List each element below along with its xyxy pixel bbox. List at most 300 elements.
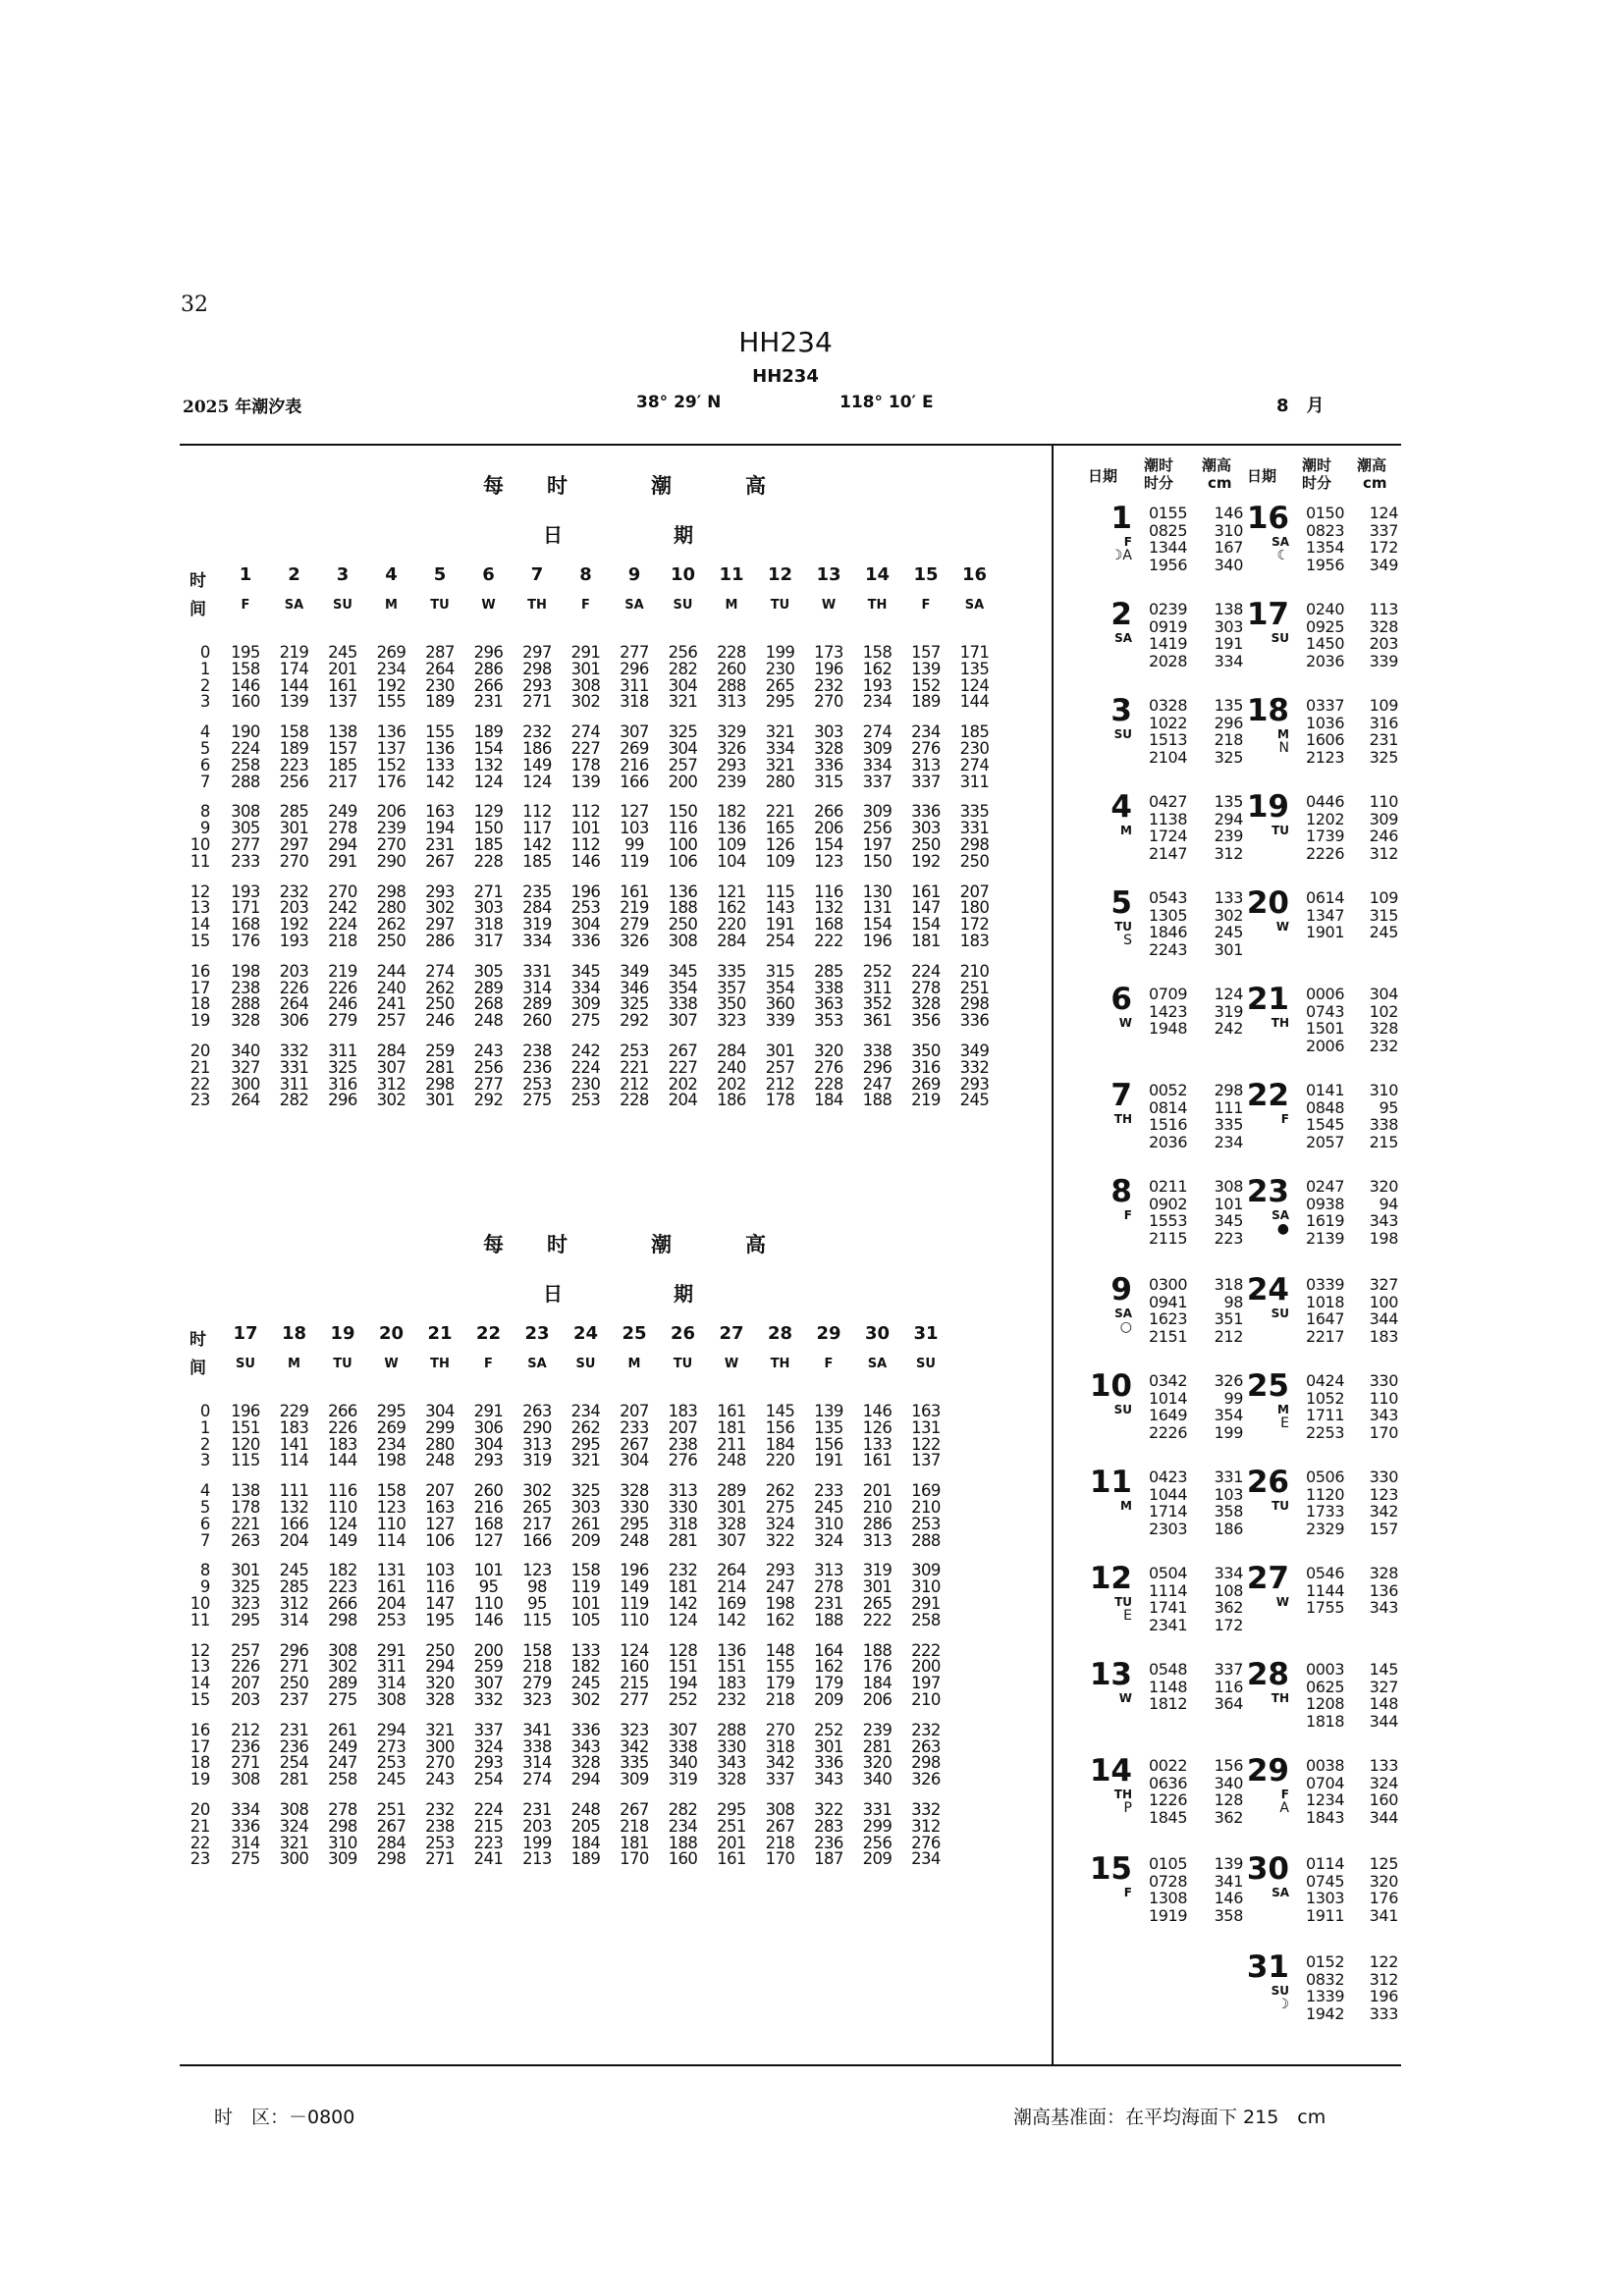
tide-event-height: 296 (1214, 713, 1243, 732)
hourly-height-cell: 226 (231, 1657, 260, 1677)
tide-event-height: 239 (1214, 827, 1243, 845)
tide-event-time: 1354 (1306, 538, 1345, 557)
hourly-height-cell: 123 (814, 851, 843, 871)
hourly-height-cell: 336 (959, 1011, 990, 1031)
tide-event-height: 362 (1214, 1807, 1243, 1827)
hourly-height-cell: 116 (425, 1577, 455, 1597)
hourly-height-cell: 293 (959, 1074, 990, 1094)
hourly-height-cell: 287 (425, 643, 455, 662)
tide-event-height: 176 (1369, 1889, 1398, 1907)
hourly-height-cell: 135 (814, 1417, 843, 1437)
hourly-height-cell: 136 (717, 1640, 746, 1660)
hourly-height-cell: 269 (376, 643, 406, 662)
tide-event-height: 191 (1214, 634, 1243, 653)
tide-event-height: 203 (1369, 634, 1398, 653)
hourly-height-cell: 137 (911, 1451, 941, 1470)
hourly-height-cell: 137 (376, 739, 406, 758)
hourly-height-cell: 257 (231, 1640, 260, 1660)
hourly-height-cell: 156 (814, 1434, 843, 1454)
moon-phase-marker: E (1123, 1608, 1132, 1624)
tide-event-height: 349 (1369, 555, 1398, 574)
hourly-height-cell: 269 (911, 1074, 941, 1094)
hourly-height-cell: 95 (527, 1594, 547, 1613)
hourly-heading-char: 时 (547, 1232, 568, 1256)
hourly-height-cell: 324 (473, 1736, 504, 1756)
hourly-height-cell: 221 (620, 1057, 649, 1077)
weekday-column-header: SU (236, 1357, 255, 1371)
hourly-height-cell: 132 (814, 898, 843, 918)
hourly-height-cell: 275 (231, 1849, 260, 1869)
tide-event-height: 328 (1369, 1019, 1398, 1038)
tide-event-height: 345 (1214, 1211, 1243, 1230)
hourly-height-cell: 308 (231, 802, 260, 822)
day-column-header: 25 (622, 1323, 647, 1344)
tide-event-height: 101 (1214, 1194, 1243, 1213)
hourly-height-cell: 239 (862, 1720, 893, 1739)
hourly-height-cell: 294 (376, 1720, 406, 1739)
tide-event-time: 1144 (1306, 1580, 1345, 1600)
hourly-height-cell: 230 (765, 659, 795, 678)
hourly-height-cell: 115 (231, 1451, 260, 1470)
hourly-height-cell: 291 (911, 1594, 941, 1613)
hour-label: 5 (199, 1498, 210, 1517)
hourly-height-cell: 264 (425, 659, 455, 678)
footer-datum: 潮高基准面：在平均海面下 215 cm (1013, 2107, 1326, 2128)
hourly-height-cell: 295 (620, 1514, 649, 1533)
hourly-height-cell: 256 (862, 1833, 893, 1852)
weekday-column-header: M (288, 1357, 300, 1371)
hourly-height-cell: 223 (473, 1833, 504, 1852)
hourly-height-cell: 307 (668, 1720, 698, 1739)
hourly-height-cell: 270 (765, 1720, 795, 1739)
tide-event-height: 146 (1214, 1889, 1243, 1907)
hourly-height-cell: 338 (668, 994, 698, 1014)
tide-event-height: 364 (1214, 1694, 1243, 1713)
hourly-height-cell: 283 (814, 1816, 843, 1836)
hourly-height-cell: 320 (862, 1753, 893, 1773)
hourly-height-cell: 114 (376, 1530, 406, 1550)
hourly-height-cell: 258 (231, 755, 260, 774)
hourly-height-cell: 307 (620, 722, 649, 742)
hourly-height-cell: 332 (911, 1800, 941, 1819)
hourly-height-cell: 350 (717, 994, 746, 1014)
moon-phase-marker: P (1123, 1800, 1132, 1816)
tide-event-height: 310 (1369, 1081, 1398, 1099)
hourly-height-cell: 124 (959, 675, 990, 695)
hourly-height-cell: 139 (911, 659, 941, 678)
tide-event-height: 242 (1214, 1019, 1243, 1038)
hourly-height-cell: 143 (765, 898, 795, 918)
height-header: cm (1363, 474, 1387, 492)
tide-event-height: 342 (1369, 1502, 1398, 1521)
hourly-height-cell: 182 (328, 1561, 357, 1580)
hourly-height-cell: 260 (717, 659, 746, 678)
hourly-height-cell: 294 (570, 1770, 601, 1789)
hourly-height-cell: 245 (959, 1091, 990, 1110)
hour-label: 13 (189, 898, 210, 918)
hourly-height-cell: 313 (911, 755, 941, 774)
hourly-height-cell: 215 (620, 1674, 649, 1693)
hour-label: 8 (199, 802, 210, 822)
tide-event-time: 0919 (1149, 616, 1188, 636)
tide-date-weekday: SU (1271, 1307, 1289, 1320)
hourly-height-cell: 256 (473, 1057, 504, 1077)
hour-label: 18 (189, 994, 210, 1014)
hourly-height-cell: 297 (425, 915, 455, 934)
hourly-height-cell: 233 (620, 1417, 649, 1437)
hourly-height-cell: 178 (765, 1091, 795, 1110)
hourly-height-cell: 172 (959, 915, 990, 934)
hourly-height-cell: 271 (231, 1753, 260, 1773)
hourly-height-cell: 116 (328, 1481, 357, 1501)
tide-date-weekday: W (1118, 1691, 1132, 1705)
hourly-height-cell: 273 (376, 1736, 406, 1756)
hourly-height-cell: 224 (570, 1057, 601, 1077)
hour-label: 6 (199, 755, 210, 774)
moon-phase-marker: ☽A (1110, 548, 1132, 563)
hourly-height-cell: 207 (425, 1481, 455, 1501)
hourly-height-cell: 191 (814, 1451, 843, 1470)
hourly-height-cell: 307 (473, 1674, 504, 1693)
hourly-height-cell: 298 (376, 881, 406, 901)
hourly-height-cell: 248 (570, 1800, 601, 1819)
hourly-height-cell: 131 (376, 1561, 406, 1580)
tide-event-time: 1423 (1149, 1001, 1188, 1021)
hourly-height-cell: 218 (765, 1690, 795, 1709)
hourly-height-cell: 258 (328, 1770, 357, 1789)
hourly-height-cell: 139 (279, 692, 309, 712)
day-column-header: 10 (670, 564, 696, 585)
hourly-height-cell: 197 (911, 1674, 941, 1693)
hourly-height-cell: 322 (765, 1530, 795, 1550)
tide-date-day: 1 (1110, 501, 1132, 536)
hourly-height-cell: 173 (814, 643, 843, 662)
tide-event-height: 95 (1379, 1097, 1398, 1117)
hourly-height-cell: 293 (425, 881, 455, 901)
hourly-height-cell: 298 (328, 1816, 357, 1836)
hourly-height-cell: 325 (328, 1057, 357, 1077)
weekday-column-header: W (384, 1357, 399, 1371)
hourly-height-cell: 262 (425, 978, 455, 997)
hourly-height-cell: 276 (911, 1833, 941, 1852)
hourly-height-cell: 308 (279, 1800, 309, 1819)
hourly-height-cell: 254 (473, 1770, 504, 1789)
hourly-height-cell: 314 (522, 978, 552, 997)
hourly-height-cell: 304 (473, 1434, 504, 1454)
tide-event-height: 309 (1369, 809, 1398, 828)
hour-label: 23 (189, 1091, 210, 1110)
hourly-height-cell: 223 (279, 755, 309, 774)
hourly-height-cell: 318 (473, 915, 504, 934)
hourly-height-cell: 245 (376, 1770, 406, 1789)
weekday-column-header: TH (867, 598, 888, 613)
hourly-height-cell: 321 (765, 755, 795, 774)
tide-event-height: 330 (1369, 1468, 1398, 1486)
hourly-height-cell: 109 (765, 851, 795, 871)
weekday-column-header: TU (333, 1357, 352, 1371)
hourly-height-cell: 338 (522, 1736, 552, 1756)
hourly-height-cell: 207 (959, 881, 990, 901)
hourly-height-cell: 290 (522, 1417, 552, 1437)
tide-event-time: 0548 (1149, 1660, 1188, 1679)
tide-event-time: 2243 (1149, 939, 1188, 959)
hourly-height-cell: 228 (814, 1074, 843, 1094)
tide-event-height: 223 (1214, 1228, 1243, 1248)
tide-event-height: 99 (1223, 1388, 1243, 1408)
hourly-height-cell: 282 (279, 1091, 309, 1110)
hourly-height-cell: 247 (765, 1577, 795, 1597)
hourly-height-cell: 320 (425, 1674, 455, 1693)
tide-date-weekday: TH (1113, 1112, 1132, 1126)
tide-event-height: 232 (1369, 1036, 1398, 1055)
hourly-heading-char: 潮 (651, 473, 672, 498)
hour-label: 15 (189, 932, 210, 950)
tide-event-time: 1619 (1306, 1211, 1345, 1230)
hourly-height-cell: 121 (717, 881, 746, 901)
hourly-height-cell: 226 (328, 1417, 357, 1437)
hourly-height-cell: 124 (522, 772, 552, 791)
hourly-height-cell: 164 (814, 1640, 843, 1660)
hourly-height-cell: 232 (522, 722, 552, 742)
hourly-height-cell: 271 (473, 881, 504, 901)
hourly-height-cell: 309 (328, 1849, 357, 1869)
hourly-height-cell: 320 (814, 1041, 843, 1060)
tide-event-height: 218 (1214, 730, 1243, 749)
hourly-height-cell: 295 (570, 1434, 601, 1454)
tide-event-time: 0506 (1306, 1468, 1345, 1486)
hour-label: 14 (189, 1674, 210, 1693)
hourly-height-cell: 176 (231, 932, 260, 950)
hourly-height-cell: 166 (279, 1514, 309, 1533)
hourly-height-cell: 198 (231, 961, 260, 981)
hourly-height-cell: 328 (911, 994, 941, 1014)
hourly-height-cell: 161 (911, 881, 941, 901)
day-column-header: 27 (719, 1323, 744, 1344)
hourly-height-cell: 331 (279, 1057, 309, 1077)
hourly-height-cell: 331 (959, 819, 990, 838)
hourly-height-cell: 157 (911, 643, 941, 662)
tide-event-time: 1755 (1306, 1598, 1345, 1617)
day-column-header: 19 (330, 1323, 355, 1344)
hourly-height-cell: 288 (717, 1720, 746, 1739)
hourly-height-cell: 330 (620, 1498, 649, 1517)
hourly-height-cell: 183 (717, 1674, 746, 1693)
hourly-height-cell: 274 (959, 755, 990, 774)
hourly-height-cell: 352 (862, 994, 893, 1014)
tide-date-weekday: W (1275, 1595, 1289, 1609)
hourly-height-cell: 276 (668, 1451, 698, 1470)
hourly-height-cell: 249 (328, 1736, 357, 1756)
tide-event-height: 113 (1369, 600, 1398, 618)
hour-label: 间 (189, 600, 206, 619)
tide-event-time: 1606 (1306, 730, 1345, 749)
hourly-height-cell: 336 (911, 802, 941, 822)
hourly-height-cell: 278 (328, 1800, 357, 1819)
tide-event-time: 1114 (1149, 1580, 1188, 1600)
hourly-height-cell: 137 (328, 692, 357, 712)
hourly-height-cell: 312 (279, 1594, 309, 1613)
tide-event-time: 1014 (1149, 1388, 1188, 1408)
tide-event-time: 1148 (1149, 1677, 1188, 1696)
tide-event-time: 2123 (1306, 747, 1345, 767)
hourly-height-cell: 183 (668, 1402, 698, 1420)
tide-date-day: 30 (1246, 1851, 1289, 1887)
hourly-height-cell: 181 (717, 1417, 746, 1437)
hourly-height-cell: 130 (862, 881, 893, 901)
hourly-height-cell: 110 (328, 1498, 357, 1517)
hourly-height-cell: 321 (425, 1720, 455, 1739)
hourly-height-cell: 263 (911, 1736, 941, 1756)
hourly-height-cell: 349 (959, 1041, 990, 1060)
tide-event-time: 1919 (1149, 1905, 1188, 1925)
weekday-column-header: SU (575, 1357, 596, 1371)
tide-event-time: 0239 (1149, 600, 1188, 618)
hourly-height-cell: 127 (620, 802, 649, 822)
hourly-height-cell: 342 (620, 1736, 649, 1756)
hourly-height-cell: 114 (279, 1451, 309, 1470)
day-column-header: 29 (816, 1323, 841, 1344)
tide-event-height: 196 (1369, 1987, 1398, 2005)
date-heading-char: 日 (543, 523, 563, 547)
hourly-height-cell: 257 (376, 1011, 406, 1031)
tide-event-height: 102 (1369, 1001, 1398, 1021)
hourly-height-cell: 144 (328, 1451, 357, 1470)
tide-event-height: 103 (1214, 1484, 1243, 1504)
tide-event-time: 2057 (1306, 1132, 1345, 1151)
hourly-height-cell: 133 (570, 1640, 601, 1660)
day-column-header: 5 (433, 564, 447, 585)
hourly-height-cell: 301 (425, 1091, 455, 1110)
tide-event-height: 186 (1214, 1519, 1243, 1538)
tide-event-time: 2104 (1149, 747, 1188, 767)
station-title: HH234 (738, 326, 833, 358)
hourly-height-cell: 311 (620, 675, 649, 695)
tide-event-time: 1120 (1306, 1484, 1345, 1504)
hourly-height-cell: 322 (814, 1800, 843, 1819)
hourly-height-cell: 309 (862, 739, 893, 758)
tide-event-height: 172 (1369, 538, 1398, 557)
hourly-height-cell: 117 (522, 819, 552, 838)
tide-event-time: 0743 (1306, 1001, 1345, 1021)
hourly-height-cell: 335 (959, 802, 990, 822)
tide-event-height: 312 (1369, 1969, 1398, 1989)
tide-date-weekday: SA (1114, 631, 1132, 645)
hourly-height-cell: 286 (425, 932, 455, 950)
tide-event-height: 325 (1369, 747, 1398, 767)
tide-event-time: 1226 (1149, 1790, 1188, 1809)
hourly-height-cell: 296 (279, 1640, 309, 1660)
hourly-height-cell: 122 (911, 1434, 941, 1454)
tide-event-height: 362 (1214, 1598, 1243, 1617)
moon-phase-marker: S (1123, 933, 1132, 948)
hourly-height-cell: 279 (522, 1674, 552, 1693)
hourly-height-cell: 301 (279, 819, 309, 838)
tide-event-height: 354 (1214, 1406, 1243, 1424)
tide-event-time: 0427 (1149, 792, 1188, 811)
hourly-height-cell: 168 (231, 915, 260, 934)
hourly-height-cell: 268 (473, 994, 504, 1014)
hourly-height-cell: 161 (717, 1402, 746, 1420)
hourly-height-cell: 136 (376, 722, 406, 742)
hourly-height-cell: 151 (717, 1657, 746, 1677)
hourly-height-cell: 270 (376, 835, 406, 854)
tide-event-time: 1022 (1149, 713, 1188, 732)
hourly-height-cell: 269 (376, 1417, 406, 1437)
hourly-height-cell: 189 (570, 1849, 601, 1869)
hourly-height-cell: 274 (425, 961, 455, 981)
weekday-column-header: F (484, 1357, 493, 1371)
hourly-height-cell: 119 (570, 1577, 601, 1597)
hourly-height-cell: 253 (570, 898, 601, 918)
tide-event-height: 326 (1214, 1371, 1243, 1390)
tide-event-height: 108 (1214, 1580, 1243, 1600)
hourly-height-cell: 170 (620, 1849, 649, 1869)
hour-label: 15 (189, 1690, 210, 1709)
hourly-height-cell: 126 (862, 1417, 893, 1437)
hourly-height-cell: 239 (717, 772, 746, 791)
hourly-height-cell: 282 (668, 1800, 698, 1819)
hourly-height-cell: 308 (570, 675, 601, 695)
tide-event-time: 2226 (1306, 843, 1345, 863)
hourly-height-cell: 284 (717, 1041, 746, 1060)
hourly-height-cell: 233 (231, 851, 260, 871)
day-column-header: 14 (864, 564, 891, 585)
hourly-height-cell: 207 (668, 1417, 698, 1437)
hourly-height-cell: 264 (279, 994, 309, 1014)
hourly-height-cell: 270 (328, 881, 357, 901)
hourly-height-cell: 138 (328, 722, 357, 742)
hourly-height-cell: 253 (376, 1610, 406, 1629)
day-column-header: 1 (239, 564, 252, 585)
hourly-height-cell: 149 (620, 1577, 649, 1597)
hourly-height-cell: 271 (425, 1849, 455, 1869)
hourly-height-cell: 227 (668, 1057, 698, 1077)
moon-phase-marker: ☽ (1276, 1997, 1289, 2012)
date-heading-char: 日 (543, 1282, 563, 1306)
hourly-height-cell: 231 (425, 835, 455, 854)
hourly-height-cell: 270 (814, 692, 843, 712)
hourly-height-cell: 304 (668, 739, 698, 758)
tide-date-weekday: TH (1271, 1016, 1289, 1030)
tide-event-time: 0328 (1149, 696, 1188, 715)
tide-event-height: 122 (1369, 1952, 1398, 1971)
hourly-height-cell: 236 (231, 1736, 260, 1756)
hourly-height-cell: 166 (522, 1530, 552, 1550)
hourly-height-cell: 276 (814, 1057, 843, 1077)
tide-event-time: 0446 (1306, 792, 1345, 811)
hourly-height-cell: 294 (328, 835, 357, 854)
hourly-height-cell: 307 (717, 1530, 746, 1550)
hourly-height-cell: 328 (620, 1481, 649, 1501)
tide-event-height: 116 (1214, 1677, 1243, 1696)
hourly-height-cell: 230 (425, 675, 455, 695)
weekday-column-header: TU (770, 598, 790, 613)
hourly-height-cell: 284 (376, 1041, 406, 1060)
hourly-height-cell: 185 (522, 851, 552, 871)
hourly-height-cell: 301 (814, 1736, 843, 1756)
hourly-height-cell: 211 (717, 1434, 746, 1454)
hourly-height-cell: 161 (376, 1577, 406, 1597)
hourly-height-cell: 274 (570, 722, 601, 742)
hourly-height-cell: 150 (668, 802, 698, 822)
hourly-height-cell: 297 (279, 835, 309, 854)
hourly-height-cell: 281 (668, 1530, 698, 1550)
hourly-height-cell: 161 (717, 1849, 746, 1869)
hour-label: 23 (189, 1849, 210, 1869)
tide-event-time: 2151 (1149, 1326, 1188, 1346)
hourly-height-cell: 239 (376, 819, 406, 838)
hourly-height-cell: 340 (862, 1770, 893, 1789)
